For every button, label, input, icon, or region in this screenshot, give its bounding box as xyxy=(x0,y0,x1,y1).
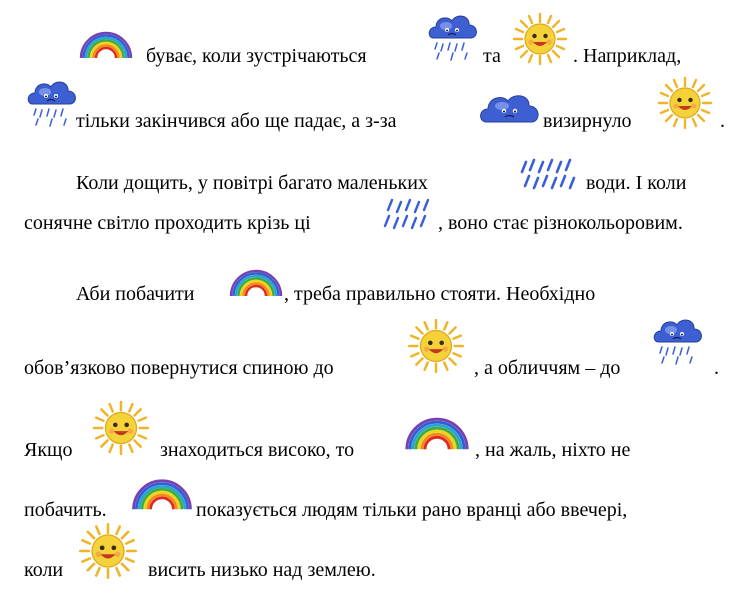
text-p2-l2-a: сонячне світло проходить крізь ці xyxy=(24,212,311,234)
sun-icon xyxy=(88,400,154,456)
sun-icon xyxy=(510,12,570,66)
text-p3-l3-a: Якщо xyxy=(24,439,73,461)
rain-cloud-icon xyxy=(650,312,706,368)
raindrops-icon xyxy=(516,156,578,192)
text-p3-l2-b: , а обличчям – до xyxy=(474,357,621,379)
rainbow-icon xyxy=(402,406,472,454)
text-p3-l4-b: показується людям тільки рано вранці або ввечері, xyxy=(196,499,628,521)
text-p1-l2-c: . xyxy=(720,110,725,132)
sun-icon xyxy=(655,76,715,130)
rainbow-icon xyxy=(227,262,285,298)
rain-cloud-icon xyxy=(478,90,542,132)
text-p1-l1-c: . Наприклад, xyxy=(573,45,682,67)
text-p3-l2-c: . xyxy=(714,357,719,379)
sun-icon xyxy=(76,522,140,580)
text-p1-l1-b: та xyxy=(483,45,501,67)
text-p3-l1-b: , треба правильно стояти. Необхідно xyxy=(284,283,596,305)
rain-cloud-icon xyxy=(425,10,481,62)
text-p3-l1-a: Аби побачити xyxy=(76,283,195,305)
text-p2-l1-b: води. І коли xyxy=(586,172,687,194)
text-p2-l1-a: Коли дощить, у повітрі багато маленьких xyxy=(76,172,428,194)
raindrops-icon xyxy=(380,196,434,232)
text-p1-l1-a: буває, коли зустрічаються xyxy=(146,45,367,67)
text-p3-l5-a: коли xyxy=(24,559,64,581)
rainbow-icon xyxy=(77,24,135,60)
text-p3-l3-b: знаходиться високо, то xyxy=(160,439,355,461)
text-p3-l2-a: обов’язково повернутися спиною до xyxy=(24,357,334,379)
rainbow-icon xyxy=(129,468,195,514)
rain-cloud-icon xyxy=(24,76,80,128)
text-p3-l3-c: , на жаль, ніхто не xyxy=(475,439,631,461)
text-p2-l2-b: , воно стає різнокольоровим. xyxy=(438,212,683,234)
text-p1-l2-a: тільки закінчився або ще падає, а з-за xyxy=(76,110,397,132)
text-p1-l2-b: визирнуло xyxy=(543,110,632,132)
text-p3-l5-b: висить низько над землею. xyxy=(148,559,376,581)
sun-icon xyxy=(405,318,467,374)
text-p3-l4-a: побачить. xyxy=(24,499,107,521)
